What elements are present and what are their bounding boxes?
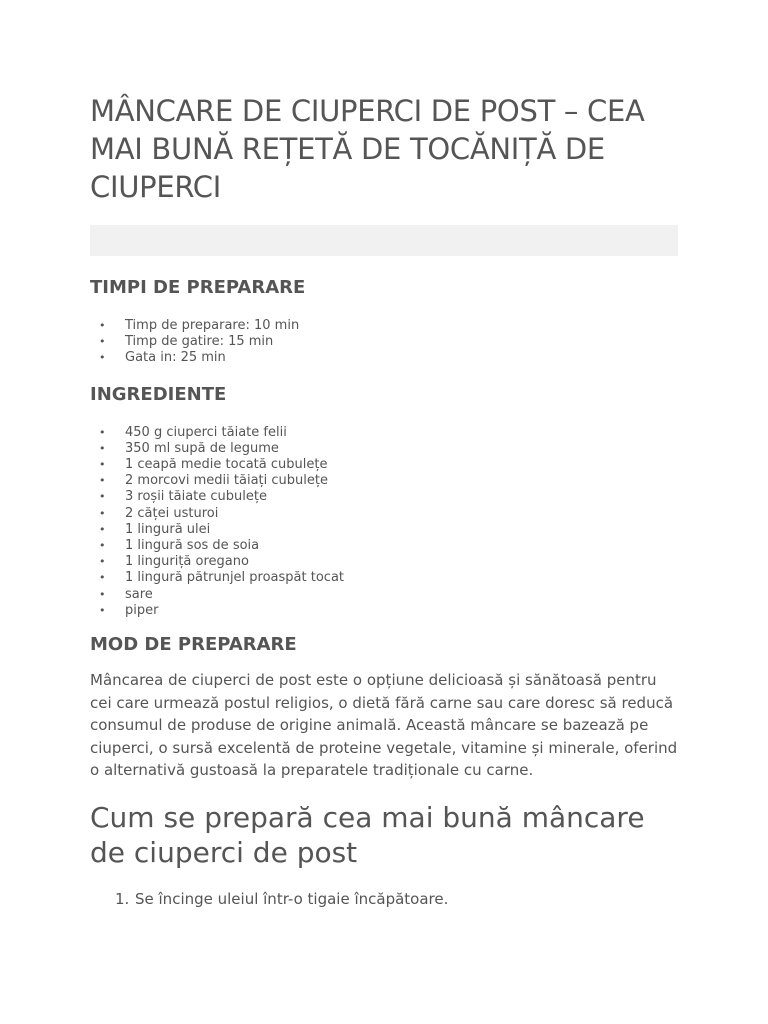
list-item xyxy=(90,570,680,586)
list-item-text: 3 roșii tăiate cubulețe xyxy=(125,489,267,505)
list-item xyxy=(90,554,680,570)
list-item xyxy=(90,350,680,366)
ingrediente-list xyxy=(90,425,680,619)
bullet-icon: • xyxy=(99,587,106,601)
list-item xyxy=(90,334,680,350)
list-item xyxy=(90,538,680,554)
list-item-text: 2 căței usturoi xyxy=(125,505,219,521)
list-item xyxy=(90,318,680,334)
list-item xyxy=(90,441,680,457)
bullet-icon: • xyxy=(99,458,106,472)
bullet-icon: • xyxy=(99,571,106,585)
bullet-icon: • xyxy=(99,555,106,569)
recipe-article xyxy=(90,92,680,910)
step-number: 1. xyxy=(115,890,130,909)
list-item xyxy=(90,473,680,489)
bullet-icon: • xyxy=(99,490,106,504)
list-item-text: 350 ml supă de legume xyxy=(125,440,279,456)
list-item xyxy=(90,457,680,473)
bullet-icon: • xyxy=(99,351,106,365)
bullet-icon: • xyxy=(99,335,106,349)
list-item-text: Gata in: 25 min xyxy=(125,350,226,366)
list-item-text: 2 morcovi medii tăiați cubulețe xyxy=(125,473,328,489)
bullet-icon: • xyxy=(99,319,106,332)
step-item xyxy=(90,888,680,910)
timpi-list xyxy=(90,318,680,367)
list-item xyxy=(90,425,680,441)
bullet-icon: • xyxy=(99,425,106,439)
list-item-text: 1 linguriță oregano xyxy=(125,554,249,570)
section-heading-mod: MOD DE PREPARARE xyxy=(90,634,297,656)
ad-placeholder-bar xyxy=(90,225,678,256)
list-item xyxy=(90,522,680,538)
list-item xyxy=(90,489,680,505)
list-item-text: 1 lingură sos de soia xyxy=(125,538,260,554)
intro-paragraph: Mâncarea de ciuperci de post este o opțiune delicioasă și sănătoasă pentru cei care urmează postul religios, o dietă fără carne sau care doresc să reducă consumul de produse de origine animală. Această mâncare se bazează pe ciuperci, o sursă excelentă de proteine vegetale, vitamine și minerale, oferind o alternativă gustoasă la preparatele tradiționale cu carne. xyxy=(90,671,678,780)
bullet-icon: • xyxy=(99,539,106,553)
bullet-icon: • xyxy=(99,603,106,617)
page-title: MÂNCARE DE CIUPERCI DE POST – CEA MAI BUNĂ REȚETĂ DE TOCĂNIȚĂ DE CIUPERCI xyxy=(90,94,645,204)
list-item-text: 1 ceapă medie tocată cubulețe xyxy=(125,457,328,473)
section-heading-ingrediente: INGREDIENTE xyxy=(90,383,227,405)
bullet-icon: • xyxy=(99,441,106,455)
list-item xyxy=(90,587,680,603)
list-item-text: sare xyxy=(125,586,153,602)
list-item-text: Timp de gatire: 15 min xyxy=(125,334,274,350)
bullet-icon: • xyxy=(99,506,106,520)
list-item-text: 450 g ciuperci tăiate felii xyxy=(125,424,287,440)
steps-list xyxy=(90,888,680,910)
list-item-text: Timp de preparare: 10 min xyxy=(125,318,300,333)
list-item xyxy=(90,506,680,522)
list-item-text: 1 lingură pătrunjel proaspăt tocat xyxy=(125,570,345,586)
list-item-text: piper xyxy=(125,602,159,618)
list-item xyxy=(90,603,680,619)
step-text: Se încinge uleiul într-o tigaie încăpătoare. xyxy=(135,890,449,909)
section-heading-timpi: TIMPI DE PREPARARE xyxy=(90,277,306,298)
bullet-icon: • xyxy=(99,474,106,488)
list-item-text: 1 lingură ulei xyxy=(125,521,211,537)
subheading: Cum se prepară cea mai bună mâncare de ciuperci de post xyxy=(90,801,645,870)
bullet-icon: • xyxy=(99,522,106,536)
